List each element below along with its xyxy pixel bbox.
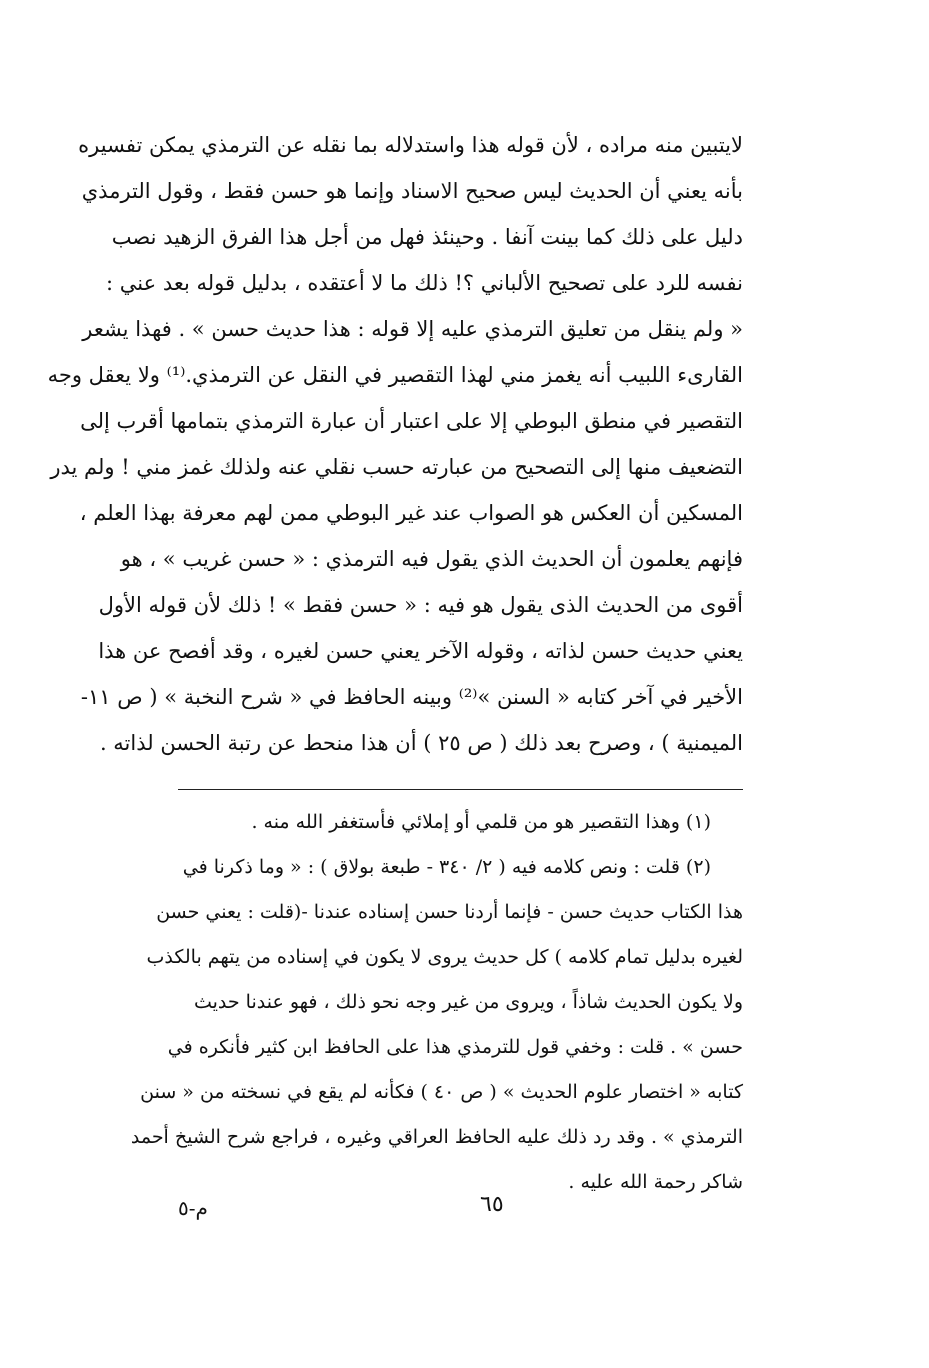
text-line: القارىء اللبيب أنه يغمز مني لهذا التقصير في النقل عن الترمذي.⁽¹⁾ ولا يعقل وجه — [47, 363, 743, 387]
text-line: المسكين أن العكس هو الصواب عند غير البوطي ممن لهم معرفة بهذا العلم ، — [79, 501, 743, 525]
footnotes-block — [130, 800, 743, 1205]
text-line: التقصير في منطق البوطي إلا على اعتبار أن عبارة الترمذي بتمامها أقرب إلى — [80, 409, 743, 433]
text-line: الأخير في آخر كتابه « السنن »⁽²⁾ وبينه الحافظ في « شرح النخبة » ( ص ١١- — [80, 685, 743, 709]
text-line: دليل على ذلك كما بينت آنفا . وحينئذ فهل من أجل هذا الفرق الزهيد نصب — [111, 225, 743, 249]
footnote-line: كتابه « اختصار علوم الحديث » ( ص ٤٠ ) فكأنه لم يقع في نسخته من « سنن — [140, 1081, 743, 1103]
text-line: يعني حديث حسن لذاته ، وقوله الآخر يعني حسن لغيره ، وقد أفصح عن هذا — [98, 639, 743, 663]
footnote-line: هذا الكتاب حديث حسن - فإنما أردنا حسن إسناده عندنا -(قلت : يعني حسن — [156, 901, 743, 923]
text-line: الميمنية ) ، وصرح بعد ذلك ( ص ٢٥ ) أن هذا منحط عن رتبة الحسن لذاته . — [99, 731, 743, 755]
footnote-1: (١) وهذا التقصير هو من قلمي أو إملائي فأستغفر الله منه . — [251, 811, 711, 833]
footnote-line: حسن » . قلت : وخفي قول للترمذي هذا على الحافظ ابن كثير فأنكره في — [167, 1036, 743, 1058]
text-line: بأنه يعني أن الحديث ليس صحيح الاسناد وإنما هو حسن فقط ، وقول الترمذي — [81, 179, 743, 203]
footnote-line: شاكر رحمة الله عليه . — [568, 1171, 743, 1193]
text-line: أقوى من الحديث الذى يقول هو فيه : « حسن فقط » ! ذلك لأن قوله الأول — [98, 593, 743, 617]
text-line: نفسه للرد على تصحيح الألباني ؟! ذلك ما لا أعتقده ، بدليل قوله بعد عني : — [106, 271, 743, 295]
footnote-2: (٢) قلت : ونص كلامه فيه ( ٢/ ٣٤٠ - طبعة بولاق ) : « وما ذكرنا في — [182, 856, 711, 878]
text-line: « ولم ينقل من تعليق الترمذي عليه إلا قوله : هذا حديث حسن » . فهذا يشعر — [82, 317, 743, 341]
footnote-line: ولا يكون الحديث شاذاً ، ويروى من غير وجه نحو ذلك ، فهو عندنا حديث — [193, 991, 743, 1013]
footnote-line: الترمذي » . وقد رد ذلك عليه الحافظ العراقي وغيره ، فراجع شرح الشيخ أحمد — [130, 1126, 743, 1148]
footnote-line: لغيره بدليل تمام كلامه ) كل حديث يروى لا يكون في إسناده من يتهم بالكذب — [146, 946, 743, 968]
text-line: فإنهم يعلمون أن الحديث الذي يقول فيه الترمذي : « حسن غريب » ، هو — [120, 547, 743, 571]
footnote-divider — [178, 789, 743, 790]
signature-mark: م-٥ — [178, 1196, 208, 1220]
text-line: لايتبين منه مراده ، لأن قوله هذا واستدلاله بما نقله عن الترمذي يمكن تفسيره — [78, 133, 743, 157]
page-number: ٦٥ — [480, 1192, 504, 1217]
text-line: التضعيف منها إلى التصحيح من عبارته حسب نقلي عنه ولذلك غمز مني ! ولم يدر — [50, 455, 743, 479]
main-text-block — [47, 122, 743, 766]
